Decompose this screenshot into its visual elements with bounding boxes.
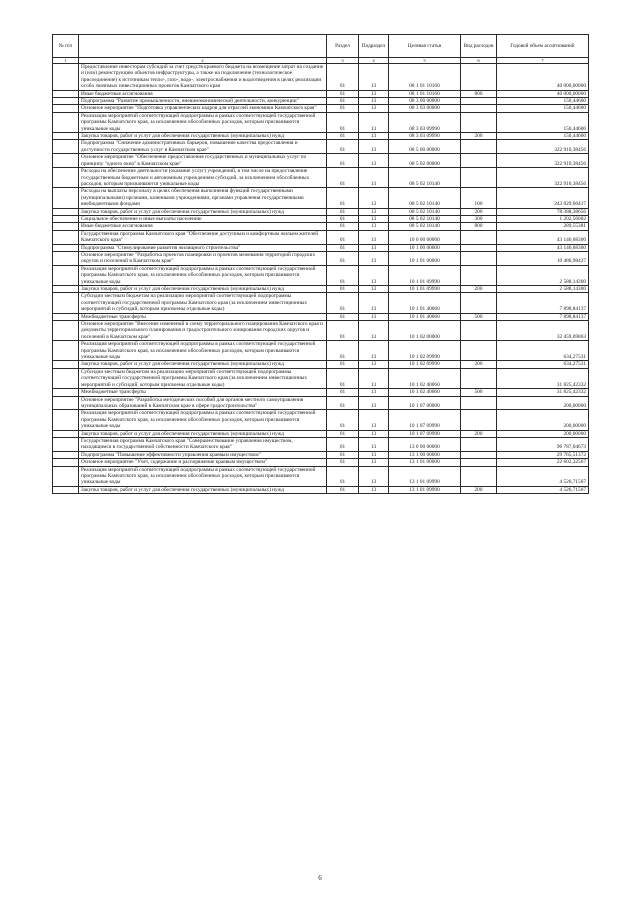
row-razdel-cell: 01	[327, 459, 359, 466]
row-target-article-cell: 10 1 02 40060	[389, 389, 461, 396]
row-target-article-cell: 13 1 00 00000	[389, 451, 461, 458]
row-podrazdel-cell: 13	[359, 90, 389, 97]
row-number-cell	[53, 410, 79, 430]
row-name-cell: Основное мероприятие "Внесение изменений в схему территориального планирования Камчатского края и документы территориального планирования и градостроительного зонирования городских округов и поселений в Камчатском крае"	[79, 321, 327, 341]
row-name-cell: Закупка товаров, работ и услуг для обеспечения государственных (муниципальных) нужд	[79, 286, 327, 293]
row-amount-cell: 32 459,69863	[497, 321, 589, 341]
row-number-cell	[53, 140, 79, 154]
table-row	[53, 140, 589, 154]
row-razdel-cell: 01	[327, 140, 359, 154]
table-row	[53, 459, 589, 466]
row-podrazdel-cell: 13	[359, 321, 389, 341]
row-target-article-cell: 08 3 03 09990	[389, 133, 461, 140]
row-razdel-cell: 01	[327, 341, 359, 361]
row-name-cell: Реализация мероприятий соответствующей подпрограммы в рамках соответствующей государственной программы Камчатского края, за исключением обособленных расходов, которым присваиваются уникальные коды	[79, 265, 327, 285]
row-number-cell	[53, 451, 79, 458]
row-razdel-cell: 01	[327, 244, 359, 251]
row-podrazdel-cell: 13	[359, 140, 389, 154]
row-target-article-cell: 10 1 02 00000	[389, 321, 461, 341]
row-amount-cell: 322 910,38456	[497, 154, 589, 168]
row-number-cell	[53, 208, 79, 215]
header-expense-type: Вид расходов	[461, 35, 497, 58]
table-row	[53, 154, 589, 168]
row-expense-type-cell	[461, 321, 497, 341]
row-amount-cell: 150,44600	[497, 105, 589, 112]
row-number-cell	[53, 341, 79, 361]
row-podrazdel-cell: 13	[359, 133, 389, 140]
row-razdel-cell: 01	[327, 230, 359, 244]
table-row	[53, 208, 589, 215]
row-name-cell: Основное мероприятие "Обеспечение предоставления государственных и муниципальных услуг по принципу "одного окна" в Камчатском крае"	[79, 154, 327, 168]
row-name-cell: Расходы на обеспечение деятельности (оказание услуг) учреждений, в том числе на предоставление государственным бюджетным и автономным учреждениям субсидий, за исключением обособленных расходов, которым присваиваются уникальные коды	[79, 168, 327, 188]
row-number-cell	[53, 321, 79, 341]
row-name-cell: Основное мероприятие "Подготовка управленческих кадров для отраслей экономики Камчатского края"	[79, 105, 327, 112]
row-number-cell	[53, 105, 79, 112]
row-amount-cell: 78 388,38656	[497, 208, 589, 215]
row-number-cell	[53, 188, 79, 208]
row-number-cell	[53, 98, 79, 105]
row-name-cell: Межбюджетные трансферты	[79, 313, 327, 320]
row-number-cell	[53, 486, 79, 493]
row-name-cell: Закупка товаров, работ и услуг для обеспечения государственных (муниципальных) нужд	[79, 208, 327, 215]
row-amount-cell: 31 825,42332	[497, 368, 589, 388]
row-podrazdel-cell: 13	[359, 361, 389, 368]
row-razdel-cell: 01	[327, 208, 359, 215]
table-row	[53, 361, 589, 368]
row-podrazdel-cell: 13	[359, 451, 389, 458]
header-podrazdel: Подраздел	[359, 35, 389, 58]
table-row	[53, 251, 589, 265]
row-number-cell	[53, 313, 79, 320]
row-expense-type-cell	[461, 140, 497, 154]
row-target-article-cell: 10 1 01 09990	[389, 286, 461, 293]
row-amount-cell: 96 787,04673	[497, 437, 589, 451]
row-razdel-cell: 01	[327, 451, 359, 458]
row-expense-type-cell	[461, 244, 497, 251]
row-name-cell: Подпрограмма "Снижение административных барьеров, повышение качества предоставления и доступности государственных услуг в Камчатском крае"	[79, 140, 327, 154]
row-name-cell: Иные бюджетные ассигнования	[79, 223, 327, 230]
row-podrazdel-cell: 13	[359, 265, 389, 285]
row-podrazdel-cell: 13	[359, 396, 389, 410]
row-expense-type-cell	[461, 437, 497, 451]
row-expense-type-cell	[461, 410, 497, 430]
row-expense-type-cell	[461, 368, 497, 388]
row-target-article-cell: 13 1 01 09990	[389, 486, 461, 493]
row-podrazdel-cell: 13	[359, 368, 389, 388]
table-row	[53, 341, 589, 361]
row-podrazdel-cell: 13	[359, 98, 389, 105]
row-amount-cell: 29 765,51372	[497, 451, 589, 458]
row-target-article-cell: 10 1 07 00000	[389, 396, 461, 410]
table-row	[53, 188, 589, 208]
row-razdel-cell: 01	[327, 466, 359, 486]
header-annual-volume: Годовой объем ассигнований	[497, 35, 589, 58]
table-row	[53, 389, 589, 396]
row-expense-type-cell	[461, 98, 497, 105]
row-name-cell: Социальное обеспечение и иные выплаты населению	[79, 215, 327, 222]
row-name-cell: Расходы на выплаты персоналу в целях обеспечения выполнения функций государственными (муниципальными) органами, казенными учреждениями, органами управления государственными внебюджетными фондами	[79, 188, 327, 208]
row-number-cell	[53, 244, 79, 251]
table-body	[53, 64, 589, 494]
row-number-cell	[53, 112, 79, 132]
row-amount-cell: 2 588,14300	[497, 286, 589, 293]
table-row	[53, 98, 589, 105]
row-podrazdel-cell: 13	[359, 286, 389, 293]
row-podrazdel-cell: 13	[359, 168, 389, 188]
header-target-article: Целевая статья	[389, 35, 461, 58]
row-name-cell: Иные бюджетные ассигнования	[79, 90, 327, 97]
row-expense-type-cell	[461, 451, 497, 458]
row-number-cell	[53, 396, 79, 410]
table-row	[53, 105, 589, 112]
row-number-cell	[53, 389, 79, 396]
row-expense-type-cell	[461, 105, 497, 112]
row-podrazdel-cell: 13	[359, 486, 389, 493]
row-razdel-cell: 01	[327, 90, 359, 97]
row-expense-type-cell: 200	[461, 486, 497, 493]
row-podrazdel-cell: 13	[359, 230, 389, 244]
row-expense-type-cell: 200	[461, 208, 497, 215]
row-name-cell: Закупка товаров, работ и услуг для обеспечения государственных (муниципальных) нужд	[79, 430, 327, 437]
row-podrazdel-cell: 13	[359, 244, 389, 251]
row-razdel-cell: 01	[327, 368, 359, 388]
row-name-cell: Основное мероприятие "Разработка проектов планировки и проектов межевания территорий городских округов и поселений в Камчатском крае"	[79, 251, 327, 265]
row-number-cell	[53, 293, 79, 313]
row-expense-type-cell	[461, 230, 497, 244]
table-row	[53, 437, 589, 451]
row-amount-cell: 289,55381	[497, 223, 589, 230]
row-number-cell	[53, 223, 79, 230]
row-razdel-cell: 01	[327, 223, 359, 230]
table-row	[53, 410, 589, 430]
row-expense-type-cell	[461, 341, 497, 361]
row-target-article-cell: 10 1 01 09990	[389, 265, 461, 285]
column-number: 4	[359, 58, 389, 64]
row-amount-cell: 40 000,00000	[497, 64, 589, 91]
row-amount-cell: 22 602,32567	[497, 459, 589, 466]
row-target-article-cell: 08 5 02 10140	[389, 188, 461, 208]
row-number-cell	[53, 437, 79, 451]
row-target-article-cell: 08 5 02 10140	[389, 208, 461, 215]
table-row	[53, 265, 589, 285]
row-expense-type-cell: 200	[461, 361, 497, 368]
row-name-cell: Межбюджетные трансферты	[79, 389, 327, 396]
row-target-article-cell: 08 1 01 10160	[389, 64, 461, 91]
table-row	[53, 244, 589, 251]
row-razdel-cell: 01	[327, 112, 359, 132]
header-name	[79, 35, 327, 58]
row-expense-type-cell	[461, 466, 497, 486]
row-amount-cell: 150,44600	[497, 98, 589, 105]
table-row	[53, 293, 589, 313]
row-expense-type-cell: 100	[461, 188, 497, 208]
row-amount-cell: 2 588,14300	[497, 265, 589, 285]
row-amount-cell: 43 146,68300	[497, 230, 589, 244]
row-name-cell: Закупка товаров, работ и услуг для обеспечения государственных (муниципальных) нужд	[79, 133, 327, 140]
row-amount-cell: 43 146,68300	[497, 244, 589, 251]
row-amount-cell: 10 486,98437	[497, 251, 589, 265]
column-number: 7	[497, 58, 589, 64]
row-name-cell: Государственная программа Камчатского края "Обеспечение доступным и комфортным жильем жителей Камчатского края"	[79, 230, 327, 244]
row-expense-type-cell	[461, 154, 497, 168]
table-row	[53, 230, 589, 244]
row-razdel-cell: 01	[327, 188, 359, 208]
row-amount-cell: 31 825,42332	[497, 389, 589, 396]
column-number: 2	[79, 58, 327, 64]
row-podrazdel-cell: 13	[359, 466, 389, 486]
row-amount-cell: 7 898,84137	[497, 293, 589, 313]
row-target-article-cell: 08 5 02 10140	[389, 168, 461, 188]
row-podrazdel-cell: 13	[359, 188, 389, 208]
row-razdel-cell: 01	[327, 251, 359, 265]
row-razdel-cell: 01	[327, 265, 359, 285]
row-amount-cell: 150,44600	[497, 112, 589, 132]
row-name-cell: Субсидии местным бюджетам на реализацию мероприятий соответствующей подпрограммы соответствующей государственной программы Камчатского края (за исключением инвестиционных мероприятий и субсидий, которым присвоены отдельные коды)	[79, 368, 327, 388]
row-expense-type-cell	[461, 293, 497, 313]
column-number: 3	[327, 58, 359, 64]
budget-sheet	[52, 34, 588, 494]
row-number-cell	[53, 361, 79, 368]
row-razdel-cell: 01	[327, 215, 359, 222]
row-target-article-cell: 10 1 07 09990	[389, 410, 461, 430]
row-razdel-cell: 01	[327, 410, 359, 430]
row-number-cell	[53, 466, 79, 486]
table-row	[53, 466, 589, 486]
row-name-cell: Реализация мероприятий соответствующей подпрограммы в рамках соответствующей государственной программы Камчатского края, за исключением обособленных расходов, которым присваиваются уникальные коды	[79, 410, 327, 430]
table-row	[53, 168, 589, 188]
table-row	[53, 90, 589, 97]
row-target-article-cell: 10 1 01 40060	[389, 293, 461, 313]
row-target-article-cell: 10 0 00 00000	[389, 230, 461, 244]
row-amount-cell: 200,00000	[497, 430, 589, 437]
row-name-cell: Предоставление инвесторам субсидий за счет средств краевого бюджета на возмещение затрат на создание и (или) реконструкцию объектов инфраструктуры, а также на подключение (технологическое присоединение) к источникам тепло-, газо-, водо-, электроснабжения и водоотведения в целях реализации особо значимых инвестиционных проектов Камчатского края	[79, 64, 327, 91]
row-razdel-cell: 01	[327, 389, 359, 396]
budget-table	[52, 34, 589, 494]
row-target-article-cell: 08 3 03 09990	[389, 112, 461, 132]
row-razdel-cell: 01	[327, 486, 359, 493]
row-target-article-cell: 13 0 00 00000	[389, 437, 461, 451]
row-podrazdel-cell: 13	[359, 112, 389, 132]
row-number-cell	[53, 286, 79, 293]
row-target-article-cell: 08 5 02 10140	[389, 223, 461, 230]
row-target-article-cell: 08 5 02 10140	[389, 215, 461, 222]
row-number-cell	[53, 251, 79, 265]
row-number-cell	[53, 154, 79, 168]
row-amount-cell: 4 526,71567	[497, 486, 589, 493]
row-name-cell: Реализация мероприятий соответствующей подпрограммы в рамках соответствующей государственной программы Камчатского края, за исключением обособленных расходов, которым присваиваются уникальные коды	[79, 466, 327, 486]
row-razdel-cell: 01	[327, 396, 359, 410]
row-amount-cell: 200,00000	[497, 396, 589, 410]
table-row	[53, 396, 589, 410]
row-expense-type-cell: 500	[461, 389, 497, 396]
table-row	[53, 430, 589, 437]
row-name-cell: Субсидии местным бюджетам на реализацию мероприятий соответствующей подпрограммы соответствующей государственной программы Камчатского края (за исключением инвестиционных мероприятий и субсидий, которым присвоены отдельные коды)	[79, 293, 327, 313]
row-podrazdel-cell: 13	[359, 208, 389, 215]
row-name-cell: Подпрограмма "Стимулирование развития жилищного строительства"	[79, 244, 327, 251]
table-row	[53, 286, 589, 293]
row-razdel-cell: 01	[327, 133, 359, 140]
row-target-article-cell: 10 1 00 00000	[389, 244, 461, 251]
row-target-article-cell: 08 3 00 00000	[389, 98, 461, 105]
row-amount-cell: 150,44600	[497, 133, 589, 140]
row-expense-type-cell	[461, 459, 497, 466]
table-row	[53, 486, 589, 493]
row-target-article-cell: 08 1 01 10160	[389, 90, 461, 97]
row-amount-cell: 7 898,84137	[497, 313, 589, 320]
table-row	[53, 368, 589, 388]
row-razdel-cell: 01	[327, 154, 359, 168]
row-podrazdel-cell: 13	[359, 223, 389, 230]
row-podrazdel-cell: 13	[359, 341, 389, 361]
row-expense-type-cell: 800	[461, 223, 497, 230]
table-row	[53, 215, 589, 222]
row-number-cell	[53, 90, 79, 97]
table-row	[53, 223, 589, 230]
row-razdel-cell: 01	[327, 430, 359, 437]
table-row	[53, 313, 589, 320]
row-razdel-cell: 01	[327, 437, 359, 451]
row-podrazdel-cell: 13	[359, 293, 389, 313]
row-number-cell	[53, 133, 79, 140]
table-row	[53, 112, 589, 132]
row-expense-type-cell: 800	[461, 90, 497, 97]
row-razdel-cell: 01	[327, 293, 359, 313]
row-name-cell: Реализация мероприятий соответствующей подпрограммы в рамках соответствующей государственной программы Камчатского края, за исключением обособленных расходов, которым присваиваются уникальные коды	[79, 112, 327, 132]
row-number-cell	[53, 215, 79, 222]
row-name-cell: Реализация мероприятий соответствующей подпрограммы в рамках соответствующей государственной программы Камчатского края, за исключением обособленных расходов, которым присваиваются уникальные коды	[79, 341, 327, 361]
row-expense-type-cell	[461, 64, 497, 91]
table-row	[53, 133, 589, 140]
row-razdel-cell: 01	[327, 168, 359, 188]
row-razdel-cell: 01	[327, 286, 359, 293]
row-razdel-cell: 01	[327, 98, 359, 105]
row-name-cell: Подпрограмма "Развитие промышленности, внешнеэкономической деятельности, конкуренции"	[79, 98, 327, 105]
row-expense-type-cell: 300	[461, 215, 497, 222]
row-podrazdel-cell: 13	[359, 251, 389, 265]
row-podrazdel-cell: 13	[359, 389, 389, 396]
row-target-article-cell: 10 1 01 40060	[389, 313, 461, 320]
row-podrazdel-cell: 13	[359, 105, 389, 112]
row-name-cell: Закупка товаров, работ и услуг для обеспечения государственных (муниципальных) нужд	[79, 361, 327, 368]
row-podrazdel-cell: 13	[359, 215, 389, 222]
row-target-article-cell: 13 1 01 09990	[389, 466, 461, 486]
row-target-article-cell: 10 1 01 00000	[389, 251, 461, 265]
row-target-article-cell: 08 5 02 00000	[389, 154, 461, 168]
row-podrazdel-cell: 13	[359, 154, 389, 168]
column-number: 5	[389, 58, 461, 64]
row-razdel-cell: 01	[327, 313, 359, 320]
row-name-cell: Закупка товаров, работ и услуг для обеспечения государственных (муниципальных) нужд	[79, 486, 327, 493]
row-razdel-cell: 01	[327, 64, 359, 91]
row-amount-cell: 634,27531	[497, 361, 589, 368]
row-razdel-cell: 01	[327, 361, 359, 368]
row-amount-cell: 322 910,38456	[497, 168, 589, 188]
row-amount-cell: 200,00000	[497, 410, 589, 430]
row-amount-cell: 322 910,38456	[497, 140, 589, 154]
row-expense-type-cell: 200	[461, 133, 497, 140]
page-number: 6	[318, 874, 322, 882]
row-name-cell: Основное мероприятие "Учет, содержание и распоряжение краевым имуществом"	[79, 459, 327, 466]
row-amount-cell: 40 000,00000	[497, 90, 589, 97]
row-podrazdel-cell: 13	[359, 459, 389, 466]
row-podrazdel-cell: 13	[359, 313, 389, 320]
row-expense-type-cell: 200	[461, 286, 497, 293]
row-expense-type-cell	[461, 112, 497, 132]
row-name-cell: Подпрограмма "Повышение эффективности управления краевым имуществом"	[79, 451, 327, 458]
row-target-article-cell: 13 1 01 00000	[389, 459, 461, 466]
row-target-article-cell: 10 1 02 09990	[389, 361, 461, 368]
header-row	[53, 35, 589, 58]
table-row	[53, 451, 589, 458]
row-number-cell	[53, 168, 79, 188]
row-target-article-cell: 08 5 00 00000	[389, 140, 461, 154]
row-podrazdel-cell: 13	[359, 430, 389, 437]
row-expense-type-cell: 200	[461, 430, 497, 437]
column-number: 6	[461, 58, 497, 64]
row-number-cell	[53, 368, 79, 388]
row-expense-type-cell: 500	[461, 313, 497, 320]
row-expense-type-cell	[461, 265, 497, 285]
row-podrazdel-cell: 13	[359, 437, 389, 451]
row-amount-cell: 634,27531	[497, 341, 589, 361]
header-number: № п/п	[53, 35, 79, 58]
row-expense-type-cell	[461, 168, 497, 188]
row-amount-cell: 243 029,66417	[497, 188, 589, 208]
row-number-cell	[53, 265, 79, 285]
row-name-cell: Основное мероприятие "Разработка методических пособий для органов местного самоуправления муниципальных образований в Камчатском крае в сфере градостроительства"	[79, 396, 327, 410]
row-number-cell	[53, 430, 79, 437]
row-number-cell	[53, 230, 79, 244]
row-expense-type-cell	[461, 251, 497, 265]
row-target-article-cell: 08 3 03 00000	[389, 105, 461, 112]
column-number: 1	[53, 58, 79, 64]
row-amount-cell: 4 526,71567	[497, 466, 589, 486]
row-amount-cell: 1 202,56002	[497, 215, 589, 222]
table-row	[53, 321, 589, 341]
row-expense-type-cell	[461, 396, 497, 410]
row-number-cell	[53, 459, 79, 466]
row-podrazdel-cell: 13	[359, 410, 389, 430]
row-target-article-cell: 10 1 02 09990	[389, 341, 461, 361]
row-name-cell: Государственная программа Камчатского края "Совершенствование управления имуществом, находящимся в государственной собственности Камчатского края"	[79, 437, 327, 451]
row-razdel-cell: 01	[327, 321, 359, 341]
row-number-cell	[53, 64, 79, 91]
row-target-article-cell: 10 1 07 09990	[389, 430, 461, 437]
header-razdel: Раздел	[327, 35, 359, 58]
table-row	[53, 64, 589, 91]
row-razdel-cell: 01	[327, 105, 359, 112]
row-target-article-cell: 10 1 02 40060	[389, 368, 461, 388]
row-podrazdel-cell: 13	[359, 64, 389, 91]
